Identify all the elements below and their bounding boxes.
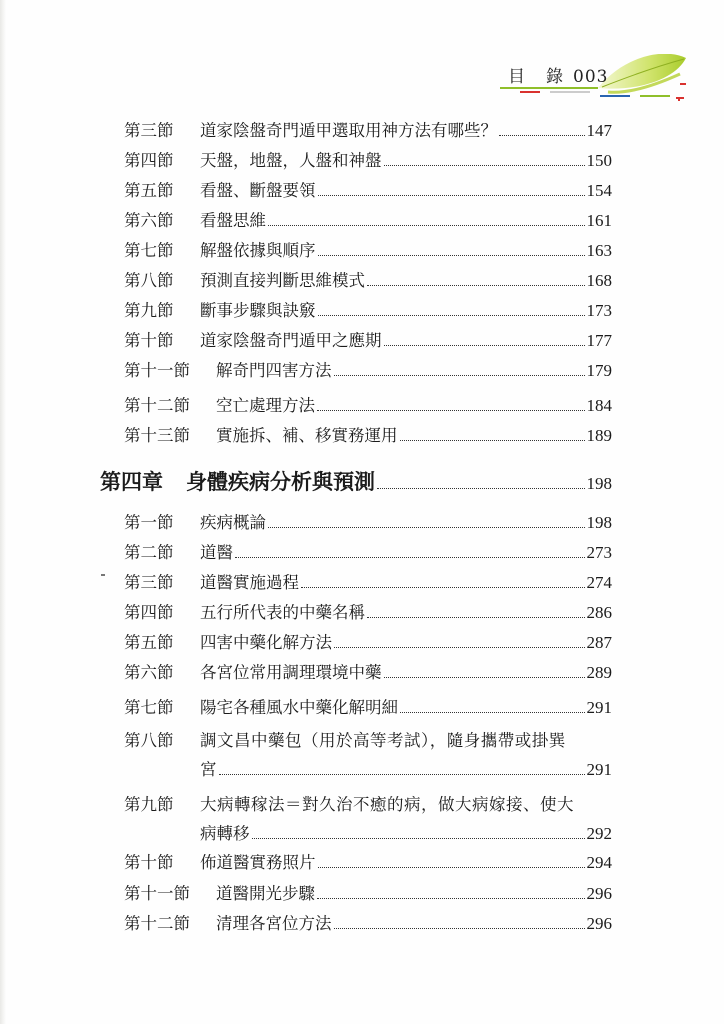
section-number: 第一節 (124, 513, 174, 532)
header-title (508, 62, 608, 87)
section-title: 道醫實施過程 (200, 573, 299, 592)
section-number: 第六節 (124, 663, 174, 682)
toc-entry (124, 146, 612, 175)
section-title: 道家陰盤奇門遁甲之應期 (200, 331, 382, 350)
running-header (480, 54, 724, 114)
section-number: 第十二節 (124, 914, 190, 933)
section-number: 第四節 (124, 603, 174, 622)
dot-leader (268, 224, 585, 226)
toc-entry-multiline (124, 790, 612, 848)
section-number: 第七節 (124, 698, 174, 717)
section-title: 五行所代表的中藥名稱 (200, 603, 365, 622)
page-number: 154 (586, 181, 612, 200)
section-number: 第十三節 (124, 426, 190, 445)
dot-leader (301, 586, 585, 588)
dot-leader (400, 439, 585, 441)
section-title: 空亡處理方法 (216, 396, 315, 415)
dot-leader (367, 616, 585, 618)
toc-entry (124, 909, 612, 938)
section-title: 調文昌中藥包（用於高等考試），隨身攜帶或掛巽 (200, 731, 566, 750)
dot-leader (318, 866, 585, 868)
dot-leader (334, 646, 585, 648)
section-title: 斷事步驟與訣竅 (200, 301, 316, 320)
section-title: 大病轉稼法＝對久治不癒的病，做大病嫁接、使大 (200, 795, 574, 814)
dot-leader (400, 711, 585, 713)
page-number: 198 (586, 513, 612, 532)
page-number: 273 (586, 543, 612, 562)
toc-entry (124, 356, 612, 385)
section-title: 解奇門四害方法 (216, 361, 332, 380)
page-edge (0, 0, 6, 1024)
page-number: 177 (586, 331, 612, 350)
toc-entry (124, 266, 612, 295)
section-number: 第三節 (124, 121, 174, 140)
dot-leader (377, 487, 585, 489)
dot-leader (317, 409, 585, 411)
page-number: 294 (586, 853, 612, 872)
section-number: 第二節 (124, 543, 174, 562)
toc-entry (124, 176, 612, 205)
dot-leader (367, 284, 585, 286)
section-number: 第十節 (124, 331, 174, 350)
section-number: 第八節 (124, 731, 174, 750)
scan-mark (101, 574, 105, 576)
section-title: 看盤思維 (200, 211, 266, 230)
page-number: 287 (586, 633, 612, 652)
section-title: 疾病概論 (200, 513, 266, 532)
toc-entry-multiline (124, 726, 612, 784)
header-label: 目 錄 (508, 67, 565, 87)
page-number: 291 (586, 698, 612, 717)
chapter-heading (100, 466, 612, 498)
section-title: 陽宅各種風水中藥化解明細 (200, 698, 398, 717)
page-number: 296 (586, 914, 612, 933)
section-title: 各宮位常用調理環境中藥 (200, 663, 382, 682)
toc-entry (124, 508, 612, 537)
dot-leader (334, 374, 585, 376)
section-number: 第十二節 (124, 396, 190, 415)
page-number: 173 (586, 301, 612, 320)
dot-leader (334, 927, 585, 929)
page-number: 274 (586, 573, 612, 592)
page-number: 147 (586, 121, 612, 140)
section-title: 道醫 (200, 543, 233, 562)
section-number: 第六節 (124, 211, 174, 230)
section-title: 四害中藥化解方法 (200, 633, 332, 652)
toc-entry (124, 658, 612, 687)
section-number: 第三節 (124, 573, 174, 592)
page-number: 179 (586, 361, 612, 380)
toc-entry (124, 568, 612, 597)
toc-entry (124, 598, 612, 627)
dot-leader (499, 134, 585, 136)
toc-entry (124, 116, 612, 145)
dot-leader (318, 194, 585, 196)
toc-entry (124, 628, 612, 657)
section-number: 第五節 (124, 181, 174, 200)
dot-leader (219, 773, 585, 775)
toc-entry (124, 693, 612, 722)
toc-entry (124, 538, 612, 567)
toc-entry (124, 879, 612, 908)
section-title: 佈道醫實務照片 (200, 853, 316, 872)
chapter-title: 身體疾病分析與預測 (186, 469, 375, 494)
section-number: 第五節 (124, 633, 174, 652)
page-number: 161 (586, 211, 612, 230)
section-title: 看盤、斷盤要領 (200, 181, 316, 200)
section-title: 道醫開光步驟 (216, 884, 315, 903)
section-number: 第八節 (124, 271, 174, 290)
toc-entry (124, 326, 612, 355)
page-number: 184 (586, 396, 612, 415)
section-title: 道家陰盤奇門遁甲選取用神方法有哪些？ (200, 121, 497, 140)
section-title: 清理各宮位方法 (216, 914, 332, 933)
section-title: 天盤，地盤，人盤和神盤 (200, 151, 382, 170)
dot-leader (318, 314, 585, 316)
section-number: 第九節 (124, 301, 174, 320)
page-number: 296 (586, 884, 612, 903)
toc-entry (124, 296, 612, 325)
page-number: 150 (586, 151, 612, 170)
section-title-continued: 宮 (200, 760, 217, 779)
toc-entry (124, 421, 612, 450)
section-number: 第十節 (124, 853, 174, 872)
dot-leader (318, 254, 585, 256)
section-number: 第四節 (124, 151, 174, 170)
page-number: 189 (586, 426, 612, 445)
toc-entry (124, 236, 612, 265)
page-number: 168 (586, 271, 612, 290)
section-number: 第九節 (124, 795, 174, 814)
section-number: 第十一節 (124, 361, 190, 380)
toc-entry (124, 848, 612, 877)
dot-leader (252, 837, 585, 839)
page-number: 292 (586, 824, 612, 843)
toc-entry (124, 391, 612, 420)
page-number: 163 (586, 241, 612, 260)
section-title: 預測直接判斷思維模式 (200, 271, 365, 290)
dot-leader (268, 526, 585, 528)
dot-leader (384, 344, 585, 346)
section-title: 解盤依據與順序 (200, 241, 316, 260)
dot-leader (235, 556, 585, 558)
toc-entry (124, 206, 612, 235)
header-page-number: 003 (573, 67, 609, 87)
chapter-number: 第四章 (100, 469, 163, 494)
dot-leader (317, 897, 585, 899)
dot-leader (384, 164, 585, 166)
section-title-continued: 病轉移 (200, 824, 250, 843)
page-number: 198 (586, 474, 612, 493)
section-number: 第十一節 (124, 884, 190, 903)
section-title: 實施拆、補、移實務運用 (216, 426, 398, 445)
page-number: 291 (586, 760, 612, 779)
page-number: 289 (586, 663, 612, 682)
dot-leader (384, 676, 585, 678)
page-number: 286 (586, 603, 612, 622)
section-number: 第七節 (124, 241, 174, 260)
